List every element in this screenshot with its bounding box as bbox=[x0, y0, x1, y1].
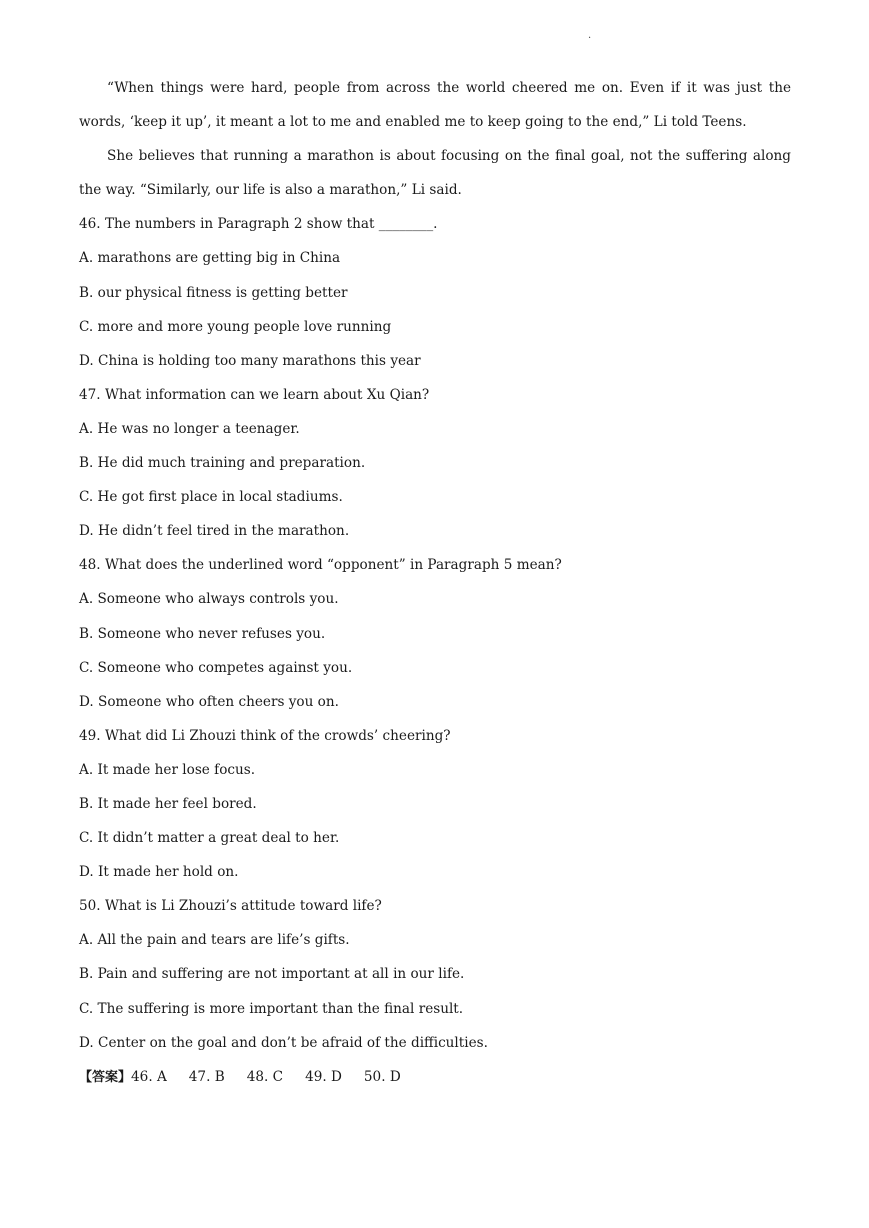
answer-47: 47. B bbox=[188, 1068, 225, 1085]
option-a: A. It made her lose focus. bbox=[79, 761, 256, 778]
option-d: D. Someone who often cheers you on. bbox=[79, 693, 339, 710]
option-c: C. Someone who competes against you. bbox=[79, 659, 353, 676]
option-a: A. Someone who always controls you. bbox=[79, 591, 339, 608]
option-b: B. our physical fitness is getting better bbox=[79, 284, 348, 301]
question-46 bbox=[79, 207, 791, 377]
option-b: B. Someone who never refuses you. bbox=[79, 625, 326, 642]
question-50 bbox=[79, 889, 791, 1059]
option-d: D. It made her hold on. bbox=[79, 864, 239, 881]
option-a: A. All the pain and tears are life’s gifts. bbox=[79, 932, 350, 949]
question-stem: 49. What did Li Zhouzi think of the crowds’ cheering? bbox=[79, 727, 451, 744]
option-d: D. China is holding too many marathons this year bbox=[79, 352, 421, 369]
option-c: C. more and more young people love running bbox=[79, 318, 392, 335]
option-a: A. He was no longer a teenager. bbox=[79, 420, 300, 437]
option-b: B. He did much training and preparation. bbox=[79, 455, 366, 472]
header-mark: . bbox=[588, 30, 592, 41]
answer-key bbox=[79, 1060, 791, 1095]
question-stem: 48. What does the underlined word “opponent” in Paragraph 5 mean? bbox=[79, 557, 562, 574]
option-a: A. marathons are getting big in China bbox=[79, 250, 341, 267]
option-b: B. It made her feel bored. bbox=[79, 795, 257, 812]
question-47 bbox=[79, 378, 791, 548]
answer-label: 【答案】 bbox=[79, 1069, 132, 1085]
answer-46: 46. A bbox=[131, 1068, 167, 1085]
option-b: B. Pain and suffering are not important at all in our life. bbox=[79, 966, 465, 983]
option-c: C. He got first place in local stadiums. bbox=[79, 489, 343, 506]
option-c: C. It didn’t matter a great deal to her. bbox=[79, 830, 340, 847]
paragraph: She believes that running a marathon is about focusing on the final goal, not the suffering along the way. “Similarly, our life is also a marathon,” Li said. bbox=[79, 148, 791, 199]
option-d: D. He didn’t feel tired in the marathon. bbox=[79, 523, 350, 540]
question-48 bbox=[79, 548, 791, 718]
question-stem: 47. What information can we learn about Xu Qian? bbox=[79, 386, 430, 403]
question-stem: 50. What is Li Zhouzi’s attitude toward life? bbox=[79, 898, 382, 915]
paragraph: “When things were hard, people from across the world cheered me on. Even if it was just the words, ‘keep it up’, it meant a lot to me and enabled me to keep going to the end,” Li told Teens. bbox=[79, 80, 791, 131]
option-c: C. The suffering is more important than the final result. bbox=[79, 1000, 464, 1017]
answer-48: 48. C bbox=[246, 1068, 284, 1085]
question-49 bbox=[79, 719, 791, 889]
answer-50: 50. D bbox=[363, 1068, 401, 1085]
answer-49: 49. D bbox=[305, 1068, 342, 1085]
document-content bbox=[79, 71, 791, 1095]
option-d: D. Center on the goal and don’t be afraid of the difficulties. bbox=[79, 1034, 488, 1051]
question-stem: 46. The numbers in Paragraph 2 show that ________. bbox=[79, 216, 438, 233]
